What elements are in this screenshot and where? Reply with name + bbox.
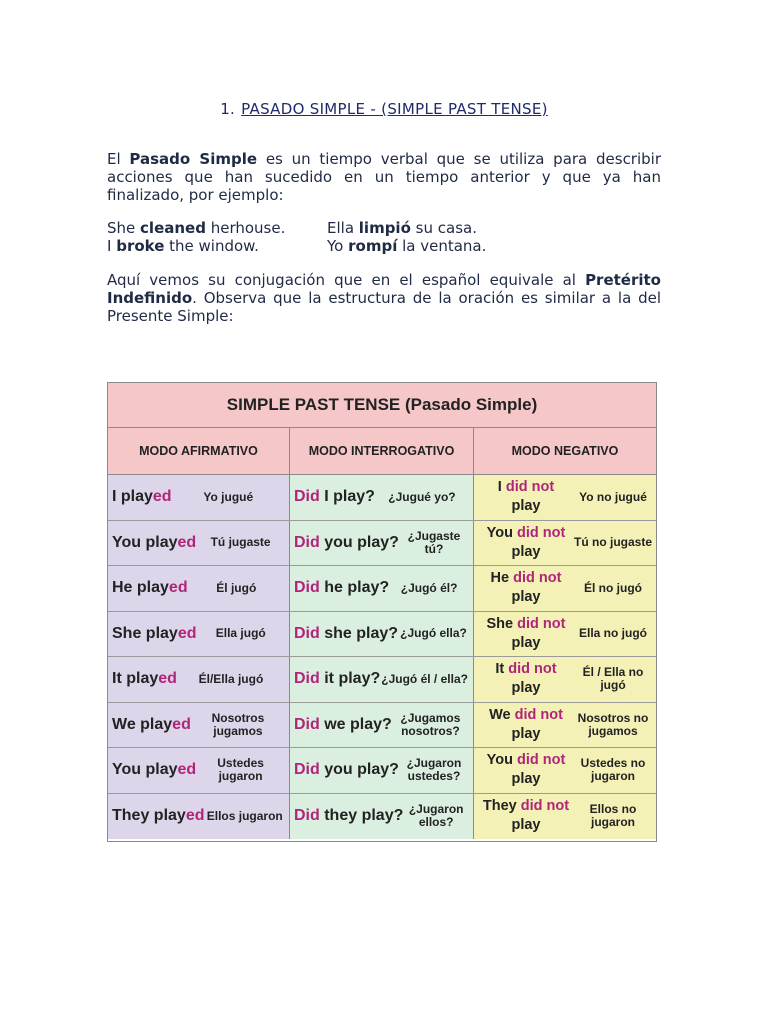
past-suffix: ed	[177, 761, 197, 779]
example-row	[107, 237, 587, 255]
int-rest: he play?	[319, 579, 390, 597]
conjugation-table	[107, 382, 657, 842]
intro-paragraph	[107, 150, 661, 204]
intro-text-2: es un tiempo verbal que se utiliza para describir acciones que han sucedido en un tiempo anterior y que ya han finalizado, por ejemplo:	[107, 150, 662, 204]
auxiliary-did: Did	[294, 488, 320, 506]
int-rest: we play?	[319, 715, 392, 733]
negative-cell	[474, 566, 656, 611]
section-heading	[0, 100, 768, 118]
neg-verb: play	[511, 680, 541, 697]
affirmative-translation: Ustedes jugaron	[217, 756, 264, 784]
affirmative-cell	[108, 566, 290, 611]
negative-cell	[474, 521, 656, 566]
auxiliary-did: Did	[294, 670, 320, 688]
neg-subj: He	[490, 570, 510, 587]
interrogative-cell	[290, 521, 474, 566]
negative-translation: Él no jugó	[584, 580, 642, 595]
examples-block	[107, 219, 587, 255]
int-rest: you play?	[319, 761, 399, 779]
negative-form	[478, 660, 574, 698]
conj-text-2: . Observa que la estructura de la oración es similar a la del Presente Simple:	[107, 289, 661, 325]
interrogative-translation: ¿Jugó él?	[400, 580, 458, 595]
interrogative-form	[294, 579, 389, 597]
neg-verb: play	[511, 817, 541, 834]
heading-title: PASADO SIMPLE - (SIMPLE PAST TENSE)	[241, 100, 548, 118]
affirmative-translation: Ellos jugaron	[206, 808, 283, 823]
auxiliary-did-not: did not	[513, 570, 562, 587]
neg-verb: play	[511, 634, 541, 651]
neg-subj: She	[486, 615, 514, 632]
auxiliary-did-not: did not	[508, 661, 557, 678]
affirmative-cell	[108, 748, 290, 793]
auxiliary-did: Did	[294, 761, 320, 779]
example-english: I broke the window.	[107, 237, 259, 255]
affirmative-form	[112, 625, 196, 643]
past-suffix: ed	[158, 670, 177, 688]
example-row	[107, 219, 587, 237]
header-affirmative: MODO AFIRMATIVO	[108, 428, 290, 474]
affirmative-cell	[108, 612, 290, 657]
affirmative-translation: Él jugó	[216, 580, 257, 595]
aff-subj: You play	[112, 533, 178, 551]
int-rest: they play?	[319, 807, 404, 825]
neg-subj: We	[489, 706, 511, 723]
affirmative-form	[112, 534, 196, 552]
past-suffix: ed	[172, 715, 191, 733]
table-row	[108, 475, 656, 521]
intro-bold-term: Pasado Simple	[129, 150, 258, 168]
header-negative: MODO NEGATIVO	[511, 444, 619, 458]
affirmative-cell	[108, 794, 290, 840]
affirmative-translation: Ella jugó	[215, 626, 266, 641]
auxiliary-did: Did	[294, 715, 320, 733]
interrogative-translation: ¿Jugaste tú?	[407, 528, 461, 556]
example-spanish: Ella limpió su casa.	[327, 219, 477, 237]
interrogative-cell	[290, 703, 474, 748]
negative-form	[478, 478, 574, 516]
affirmative-form	[112, 670, 177, 688]
neg-subj: You	[486, 752, 513, 769]
int-rest: you play?	[319, 533, 399, 551]
interrogative-form	[294, 534, 399, 552]
neg-verb: play	[511, 543, 541, 560]
auxiliary-did-not: did not	[505, 479, 555, 496]
example-spanish: Yo rompí la ventana.	[327, 237, 487, 255]
intro-text-1: El	[107, 150, 130, 168]
auxiliary-did-not: did not	[517, 752, 566, 769]
interrogative-translation: ¿Jugó ella?	[400, 626, 467, 641]
auxiliary-did: Did	[294, 579, 320, 597]
interrogative-translation: ¿Jugué yo?	[388, 489, 456, 504]
interrogative-cell	[290, 612, 474, 657]
affirmative-cell	[108, 657, 290, 702]
past-suffix: ed	[177, 533, 197, 551]
interrogative-form	[294, 807, 403, 825]
affirmative-translation: Él/Ella jugó	[198, 671, 264, 686]
interrogative-translation: ¿Jugaron ellos?	[408, 802, 464, 830]
neg-verb: play	[511, 725, 541, 742]
negative-cell	[474, 612, 656, 657]
negative-form	[478, 569, 574, 607]
affirmative-cell	[108, 475, 290, 520]
negative-cell	[474, 794, 656, 840]
affirmative-form	[112, 761, 196, 779]
interrogative-cell	[290, 794, 474, 840]
auxiliary-did-not: did not	[517, 615, 566, 632]
table-row	[108, 612, 656, 658]
affirmative-translation: Yo jugué	[203, 489, 254, 504]
interrogative-cell	[290, 657, 474, 702]
conj-bold-term: Pretérito Indefinido	[107, 271, 661, 307]
neg-subj: It	[495, 661, 505, 678]
neg-subj: I	[497, 479, 502, 496]
table-row	[108, 703, 656, 749]
aff-subj: She play	[112, 624, 178, 642]
table-body	[108, 475, 656, 839]
header-interrogative: MODO INTERROGATIVO	[290, 428, 474, 474]
negative-cell	[474, 657, 656, 702]
past-suffix: ed	[168, 579, 188, 597]
affirmative-form	[112, 807, 204, 825]
interrogative-cell	[290, 748, 474, 793]
interrogative-form	[294, 716, 392, 734]
conjugation-paragraph	[107, 271, 661, 325]
auxiliary-did: Did	[294, 807, 320, 825]
table-row	[108, 794, 656, 840]
example-english: She cleaned herhouse.	[107, 219, 286, 237]
neg-subj: You	[486, 524, 513, 541]
negative-translation: Ella no jugó	[579, 626, 647, 641]
negative-translation: Él / Ella no jugó	[582, 665, 644, 693]
interrogative-translation: ¿Jugaron ustedes?	[406, 756, 462, 784]
int-rest: it play?	[319, 670, 381, 688]
past-suffix: ed	[177, 624, 197, 642]
table-row	[108, 748, 656, 794]
affirmative-translation: Nosotros jugamos	[211, 710, 265, 738]
negative-cell	[474, 748, 656, 793]
heading-number: 1.	[220, 100, 236, 118]
aff-subj: He play	[112, 579, 169, 597]
past-suffix: ed	[152, 488, 172, 506]
table-row	[108, 657, 656, 703]
affirmative-form	[112, 716, 191, 734]
auxiliary-did-not: did not	[517, 524, 566, 541]
auxiliary-did: Did	[294, 533, 320, 551]
aff-subj: I play	[112, 488, 153, 506]
interrogative-form	[294, 488, 375, 506]
affirmative-form	[112, 488, 172, 506]
neg-verb: play	[511, 589, 541, 606]
affirmative-cell	[108, 521, 290, 566]
affirmative-translation: Tú jugaste	[210, 535, 271, 550]
negative-form	[478, 706, 574, 744]
table-header-row	[108, 428, 656, 475]
interrogative-form	[294, 761, 399, 779]
interrogative-form	[294, 670, 380, 688]
auxiliary-did-not: did not	[520, 798, 570, 815]
aff-subj: It play	[112, 670, 159, 688]
conj-text-1: Aquí vemos su conjugación que en el español equivale al	[107, 271, 586, 289]
negative-form	[478, 524, 574, 562]
interrogative-translation: ¿Jugamos nosotros?	[400, 710, 461, 738]
negative-translation: Tú no jugaste	[574, 535, 652, 550]
interrogative-cell	[290, 475, 474, 520]
negative-translation: Ellos no jugaron	[589, 802, 637, 830]
int-rest: she play?	[319, 624, 399, 642]
interrogative-form	[294, 625, 398, 643]
negative-cell	[474, 703, 656, 748]
auxiliary-did: Did	[294, 624, 320, 642]
interrogative-translation: ¿Jugó él / ella?	[381, 671, 468, 686]
int-rest: I play?	[319, 488, 375, 506]
negative-cell	[474, 475, 656, 520]
aff-subj: You play	[112, 761, 178, 779]
negative-form	[478, 615, 574, 653]
aff-subj: They play	[112, 807, 186, 825]
table-row	[108, 521, 656, 567]
negative-form	[478, 751, 574, 789]
neg-subj: They	[482, 798, 517, 815]
negative-translation: Nosotros no jugamos	[577, 710, 649, 738]
negative-form	[478, 797, 574, 835]
aff-subj: We play	[112, 715, 173, 733]
interrogative-cell	[290, 566, 474, 611]
affirmative-form	[112, 579, 188, 597]
negative-translation: Yo no jugué	[579, 489, 647, 504]
neg-verb: play	[511, 771, 541, 788]
past-suffix: ed	[185, 807, 205, 825]
table-row	[108, 566, 656, 612]
neg-verb: play	[511, 498, 541, 515]
auxiliary-did-not: did not	[514, 706, 563, 723]
negative-translation: Ustedes no jugaron	[580, 756, 646, 784]
table-title: SIMPLE PAST TENSE (Pasado Simple)	[108, 383, 656, 428]
affirmative-cell	[108, 703, 290, 748]
